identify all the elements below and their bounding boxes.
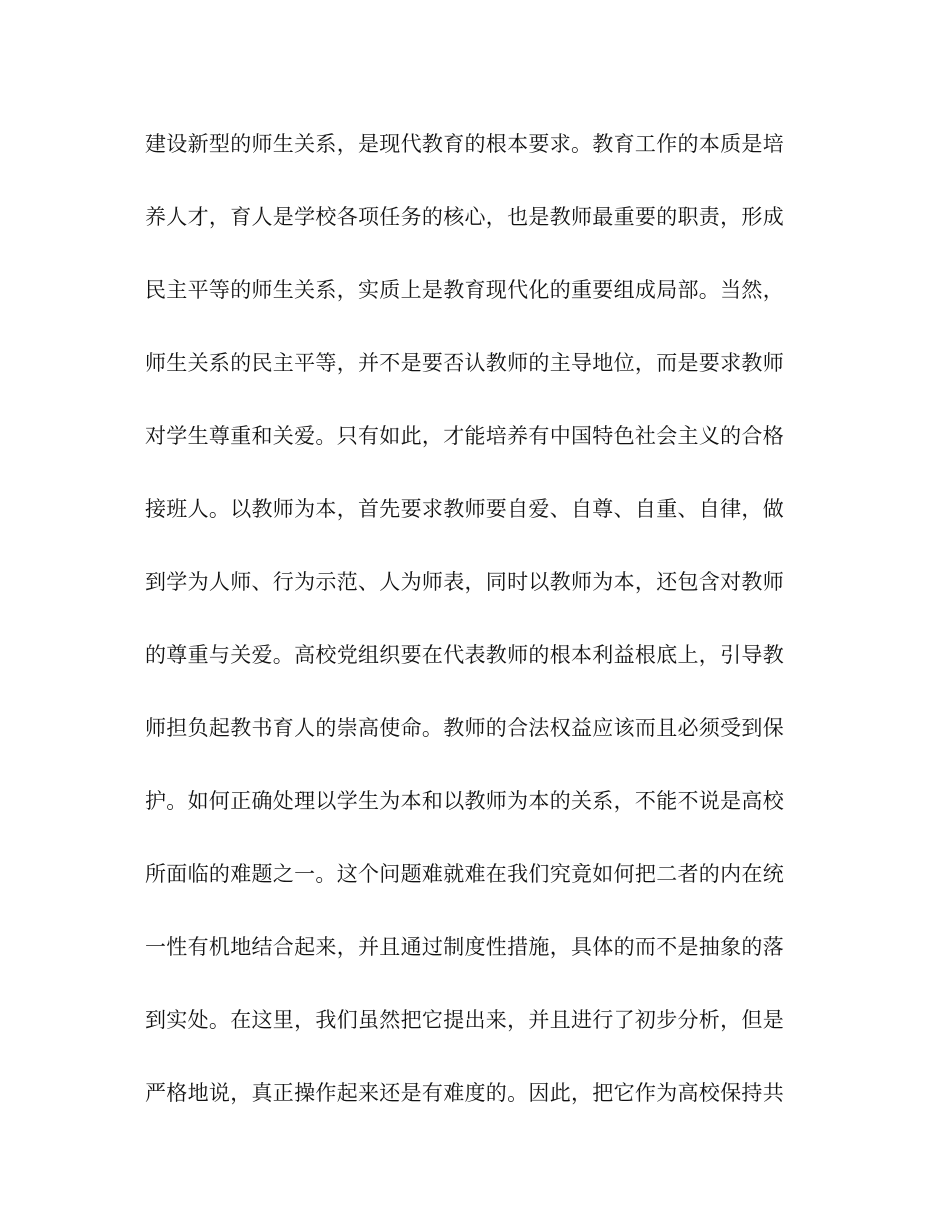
text-line: 的尊重与关爱。高校党组织要在代表教师的根本利益根底上，引导教 — [145, 643, 784, 667]
text-line: 严格地说，真正操作起来还是有难度的。因此，把它作为高校保持共 — [145, 1081, 784, 1105]
text-line: 接班人。以教师为本，首先要求教师要自爱、自尊、自重、自律，做 — [145, 497, 784, 521]
text-line: 护。如何正确处理以学生为本和以教师为本的关系，不能不说是高校 — [145, 789, 784, 813]
text-line: 建设新型的师生关系，是现代教育的根本要求。教育工作的本质是培 — [145, 132, 784, 156]
text-line: 到学为人师、行为示范、人为师表，同时以教师为本，还包含对教师 — [145, 570, 784, 594]
text-line: 到实处。在这里，我们虽然把它提出来，并且进行了初步分析，但是 — [145, 1008, 784, 1032]
text-line: 对学生尊重和关爱。只有如此，才能培养有中国特色社会主义的合格 — [145, 424, 784, 448]
text-line: 一性有机地结合起来，并且通过制度性措施，具体的而不是抽象的落 — [145, 935, 784, 959]
text-line: 师担负起教书育人的崇高使命。教师的合法权益应该而且必须受到保 — [145, 716, 784, 740]
text-line: 师生关系的民主平等，并不是要否认教师的主导地位，而是要求教师 — [145, 351, 784, 375]
body-paragraph — [145, 124, 805, 1146]
text-line: 所面临的难题之一。这个问题难就难在我们究竟如何把二者的内在统 — [145, 862, 784, 886]
text-line: 民主平等的师生关系，实质上是教育现代化的重要组成局部。当然， — [145, 278, 784, 302]
text-line: 养人才，育人是学校各项任务的核心，也是教师最重要的职责，形成 — [145, 205, 784, 229]
